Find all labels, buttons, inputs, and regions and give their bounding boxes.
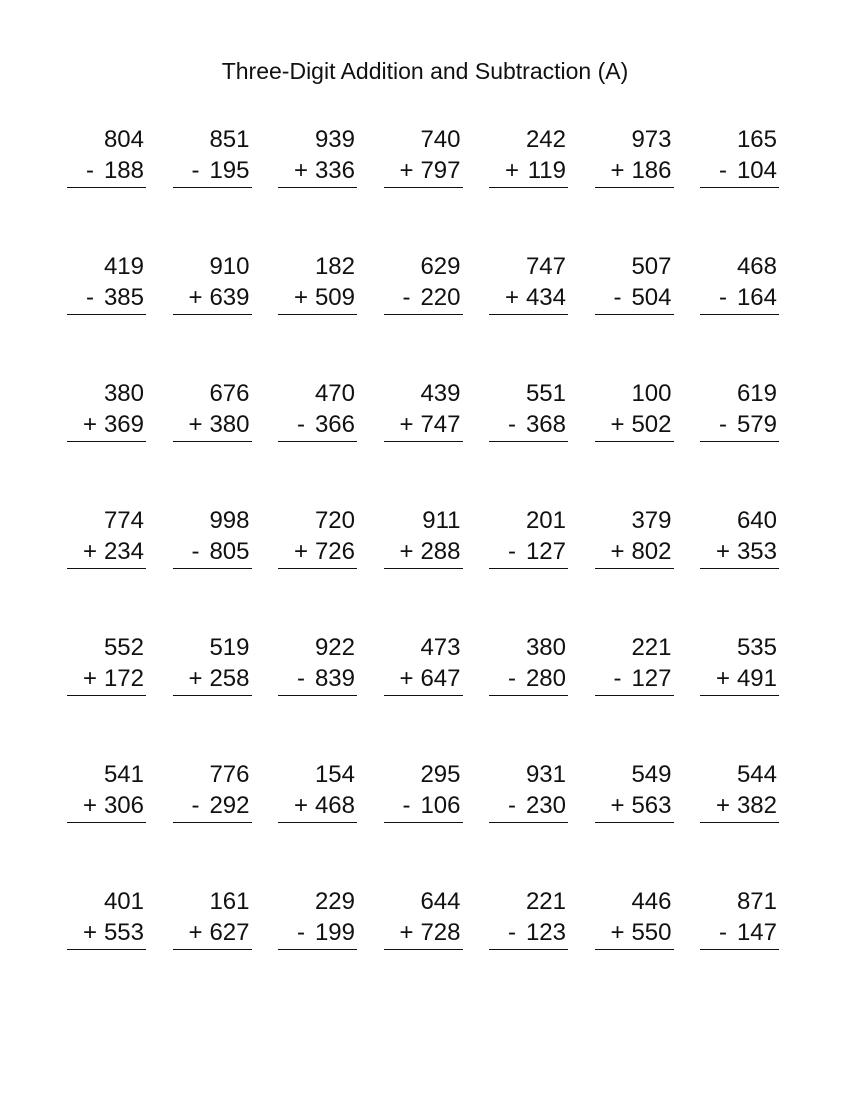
top-number: 182 [314, 253, 355, 280]
answer-line [700, 536, 779, 569]
problem-1-2 [173, 124, 252, 251]
bottom-number: 230 [525, 792, 566, 819]
top-number: 439 [420, 380, 461, 407]
bottom-number: 468 [314, 792, 355, 819]
answer-line [173, 536, 252, 569]
operator-sign: + [610, 538, 625, 565]
top-number: 973 [631, 126, 672, 153]
problem-3-4 [384, 378, 463, 505]
answer-line [489, 790, 568, 823]
bottom-number: 306 [103, 792, 144, 819]
top-number: 541 [103, 761, 144, 788]
answer-line [489, 663, 568, 696]
bottom-number: 104 [736, 157, 777, 184]
operator-sign: - [297, 665, 305, 692]
answer-line [595, 790, 674, 823]
problem-7-5 [489, 886, 568, 1013]
answer-line [278, 155, 357, 188]
bottom-number: 172 [103, 665, 144, 692]
problem-6-3 [278, 759, 357, 886]
operator-sign: + [399, 157, 414, 184]
problem-5-7 [700, 632, 779, 759]
operator-sign: + [188, 284, 203, 311]
problem-7-1 [67, 886, 146, 1013]
answer-line [67, 917, 146, 950]
answer-line [67, 282, 146, 315]
top-number: 911 [422, 507, 461, 534]
answer-line [489, 282, 568, 315]
operator-sign: - [508, 538, 516, 565]
top-number: 470 [314, 380, 355, 407]
problem-7-3 [278, 886, 357, 1013]
problem-6-6 [595, 759, 674, 886]
top-number: 507 [631, 253, 672, 280]
bottom-number: 288 [420, 538, 461, 565]
bottom-number: 647 [420, 665, 461, 692]
top-number: 473 [420, 634, 461, 661]
operator-sign: + [293, 284, 308, 311]
problem-6-7 [700, 759, 779, 886]
bottom-number: 220 [420, 284, 461, 311]
operator-sign: + [82, 792, 97, 819]
answer-line [384, 790, 463, 823]
answer-line [67, 790, 146, 823]
bottom-number: 280 [525, 665, 566, 692]
answer-line [173, 663, 252, 696]
answer-line [595, 536, 674, 569]
operator-sign: - [191, 157, 200, 184]
top-number: 221 [631, 634, 672, 661]
answer-line [489, 409, 568, 442]
bottom-number: 491 [736, 665, 777, 692]
problem-7-2 [173, 886, 252, 1013]
operator-sign: + [610, 792, 625, 819]
problem-4-4 [384, 505, 463, 632]
operator-sign: - [402, 792, 411, 819]
bottom-number: 106 [420, 792, 461, 819]
bottom-number: 353 [736, 538, 777, 565]
top-number: 379 [631, 507, 672, 534]
answer-line [384, 409, 463, 442]
top-number: 401 [103, 888, 144, 915]
bottom-number: 195 [209, 157, 250, 184]
top-number: 154 [314, 761, 355, 788]
bottom-number: 802 [631, 538, 672, 565]
operator-sign: - [719, 157, 727, 184]
top-number: 549 [631, 761, 672, 788]
top-number: 644 [420, 888, 461, 915]
bottom-number: 368 [525, 411, 566, 438]
answer-line [700, 917, 779, 950]
top-number: 380 [525, 634, 566, 661]
bottom-number: 550 [631, 919, 672, 946]
operator-sign: + [399, 919, 414, 946]
problem-3-1 [67, 378, 146, 505]
operator-sign: - [191, 792, 200, 819]
bottom-number: 563 [631, 792, 672, 819]
answer-line [173, 282, 252, 315]
top-number: 851 [209, 126, 250, 153]
problem-7-4 [384, 886, 463, 1013]
bottom-number: 502 [631, 411, 672, 438]
operator-sign: + [399, 538, 414, 565]
answer-line [595, 917, 674, 950]
top-number: 640 [736, 507, 777, 534]
top-number: 221 [525, 888, 566, 915]
bottom-number: 123 [525, 919, 566, 946]
top-number: 720 [314, 507, 355, 534]
operator-sign: + [715, 538, 730, 565]
answer-line [700, 282, 779, 315]
problem-5-6 [595, 632, 674, 759]
operator-sign: - [86, 157, 94, 184]
problem-4-6 [595, 505, 674, 632]
problem-2-1 [67, 251, 146, 378]
top-number: 380 [103, 380, 144, 407]
answer-line [278, 917, 357, 950]
answer-line [278, 663, 357, 696]
answer-line [67, 409, 146, 442]
operator-sign: + [715, 792, 730, 819]
problem-2-4 [384, 251, 463, 378]
bottom-number: 627 [209, 919, 250, 946]
problem-3-7 [700, 378, 779, 505]
operator-sign: - [508, 665, 516, 692]
problem-3-2 [173, 378, 252, 505]
operator-sign: - [613, 284, 622, 311]
answer-line [700, 409, 779, 442]
answer-line [595, 409, 674, 442]
operator-sign: - [508, 919, 516, 946]
top-number: 629 [420, 253, 461, 280]
bottom-number: 369 [103, 411, 144, 438]
bottom-number: 839 [314, 665, 355, 692]
top-number: 535 [736, 634, 777, 661]
problem-2-2 [173, 251, 252, 378]
bottom-number: 188 [103, 157, 144, 184]
problem-1-6 [595, 124, 674, 251]
answer-line [384, 282, 463, 315]
answer-line [700, 790, 779, 823]
problem-grid [67, 124, 779, 1013]
operator-sign: - [86, 284, 94, 311]
problem-3-5 [489, 378, 568, 505]
problem-1-4 [384, 124, 463, 251]
bottom-number: 797 [420, 157, 461, 184]
operator-sign: + [715, 665, 730, 692]
operator-sign: - [508, 792, 516, 819]
problem-7-6 [595, 886, 674, 1013]
operator-sign: - [191, 538, 200, 565]
problem-2-3 [278, 251, 357, 378]
top-number: 871 [736, 888, 777, 915]
answer-line [384, 663, 463, 696]
worksheet-title: Three-Digit Addition and Subtraction (A) [221, 58, 629, 84]
problem-4-5 [489, 505, 568, 632]
bottom-number: 336 [314, 157, 355, 184]
bottom-number: 579 [736, 411, 777, 438]
operator-sign: - [297, 919, 305, 946]
top-number: 619 [736, 380, 777, 407]
top-number: 201 [525, 507, 566, 534]
operator-sign: + [399, 665, 414, 692]
operator-sign: - [719, 411, 727, 438]
answer-line [595, 663, 674, 696]
top-number: 519 [209, 634, 250, 661]
top-number: 100 [631, 380, 672, 407]
answer-line [173, 917, 252, 950]
operator-sign: + [399, 411, 414, 438]
bottom-number: 553 [103, 919, 144, 946]
operator-sign: - [297, 411, 305, 438]
answer-line [489, 155, 568, 188]
problem-4-2 [173, 505, 252, 632]
bottom-number: 728 [420, 919, 461, 946]
problem-1-3 [278, 124, 357, 251]
answer-line [700, 663, 779, 696]
problem-5-5 [489, 632, 568, 759]
answer-line [173, 409, 252, 442]
top-number: 468 [736, 253, 777, 280]
problem-6-4 [384, 759, 463, 886]
problem-2-5 [489, 251, 568, 378]
problem-5-3 [278, 632, 357, 759]
bottom-number: 186 [631, 157, 672, 184]
operator-sign: + [610, 919, 625, 946]
bottom-number: 805 [209, 538, 250, 565]
answer-line [595, 155, 674, 188]
top-number: 295 [420, 761, 461, 788]
problem-5-4 [384, 632, 463, 759]
bottom-number: 127 [525, 538, 566, 565]
operator-sign: + [293, 538, 308, 565]
answer-line [384, 917, 463, 950]
top-number: 676 [209, 380, 250, 407]
bottom-number: 434 [525, 284, 566, 311]
problem-4-1 [67, 505, 146, 632]
operator-sign: + [188, 919, 203, 946]
top-number: 551 [525, 380, 566, 407]
answer-line [595, 282, 674, 315]
problem-4-7 [700, 505, 779, 632]
operator-sign: + [504, 157, 519, 184]
bottom-number: 639 [209, 284, 250, 311]
bottom-number: 382 [736, 792, 777, 819]
top-number: 922 [314, 634, 355, 661]
problem-2-7 [700, 251, 779, 378]
operator-sign: + [610, 411, 625, 438]
answer-line [384, 536, 463, 569]
problem-4-3 [278, 505, 357, 632]
operator-sign: - [402, 284, 411, 311]
problem-2-6 [595, 251, 674, 378]
answer-line [173, 790, 252, 823]
operator-sign: + [82, 665, 97, 692]
bottom-number: 234 [103, 538, 144, 565]
problem-1-5 [489, 124, 568, 251]
problem-7-7 [700, 886, 779, 1013]
operator-sign: - [613, 665, 622, 692]
answer-line [173, 155, 252, 188]
problem-6-2 [173, 759, 252, 886]
top-number: 939 [314, 126, 355, 153]
bottom-number: 509 [314, 284, 355, 311]
top-number: 446 [631, 888, 672, 915]
operator-sign: + [293, 157, 308, 184]
top-number: 552 [103, 634, 144, 661]
answer-line [278, 282, 357, 315]
answer-line [489, 536, 568, 569]
problem-1-1 [67, 124, 146, 251]
problem-6-1 [67, 759, 146, 886]
bottom-number: 258 [209, 665, 250, 692]
bottom-number: 385 [103, 284, 144, 311]
bottom-number: 119 [527, 157, 566, 184]
problem-5-2 [173, 632, 252, 759]
answer-line [278, 409, 357, 442]
problem-1-7 [700, 124, 779, 251]
answer-line [278, 790, 357, 823]
operator-sign: + [82, 919, 97, 946]
answer-line [489, 917, 568, 950]
answer-line [67, 536, 146, 569]
top-number: 747 [525, 253, 566, 280]
top-number: 931 [525, 761, 566, 788]
problem-3-6 [595, 378, 674, 505]
answer-line [67, 663, 146, 696]
top-number: 998 [209, 507, 250, 534]
operator-sign: - [508, 411, 516, 438]
operator-sign: - [719, 284, 727, 311]
top-number: 419 [103, 253, 144, 280]
operator-sign: + [82, 411, 97, 438]
top-number: 242 [525, 126, 566, 153]
bottom-number: 380 [209, 411, 250, 438]
operator-sign: + [293, 792, 308, 819]
problem-3-3 [278, 378, 357, 505]
operator-sign: - [719, 919, 727, 946]
problem-6-5 [489, 759, 568, 886]
top-number: 165 [736, 126, 777, 153]
operator-sign: + [610, 157, 625, 184]
operator-sign: + [188, 665, 203, 692]
answer-line [384, 155, 463, 188]
top-number: 910 [209, 253, 250, 280]
answer-line [67, 155, 146, 188]
bottom-number: 366 [314, 411, 355, 438]
bottom-number: 292 [209, 792, 250, 819]
top-number: 544 [736, 761, 777, 788]
bottom-number: 726 [314, 538, 355, 565]
top-number: 740 [420, 126, 461, 153]
bottom-number: 199 [314, 919, 355, 946]
answer-line [700, 155, 779, 188]
problem-5-1 [67, 632, 146, 759]
bottom-number: 164 [736, 284, 777, 311]
top-number: 161 [209, 888, 250, 915]
top-number: 776 [209, 761, 250, 788]
bottom-number: 504 [631, 284, 672, 311]
answer-line [278, 536, 357, 569]
operator-sign: + [504, 284, 519, 311]
operator-sign: + [82, 538, 97, 565]
top-number: 229 [314, 888, 355, 915]
bottom-number: 747 [420, 411, 461, 438]
top-number: 774 [103, 507, 144, 534]
bottom-number: 147 [736, 919, 777, 946]
top-number: 804 [103, 126, 144, 153]
bottom-number: 127 [631, 665, 672, 692]
operator-sign: + [188, 411, 203, 438]
